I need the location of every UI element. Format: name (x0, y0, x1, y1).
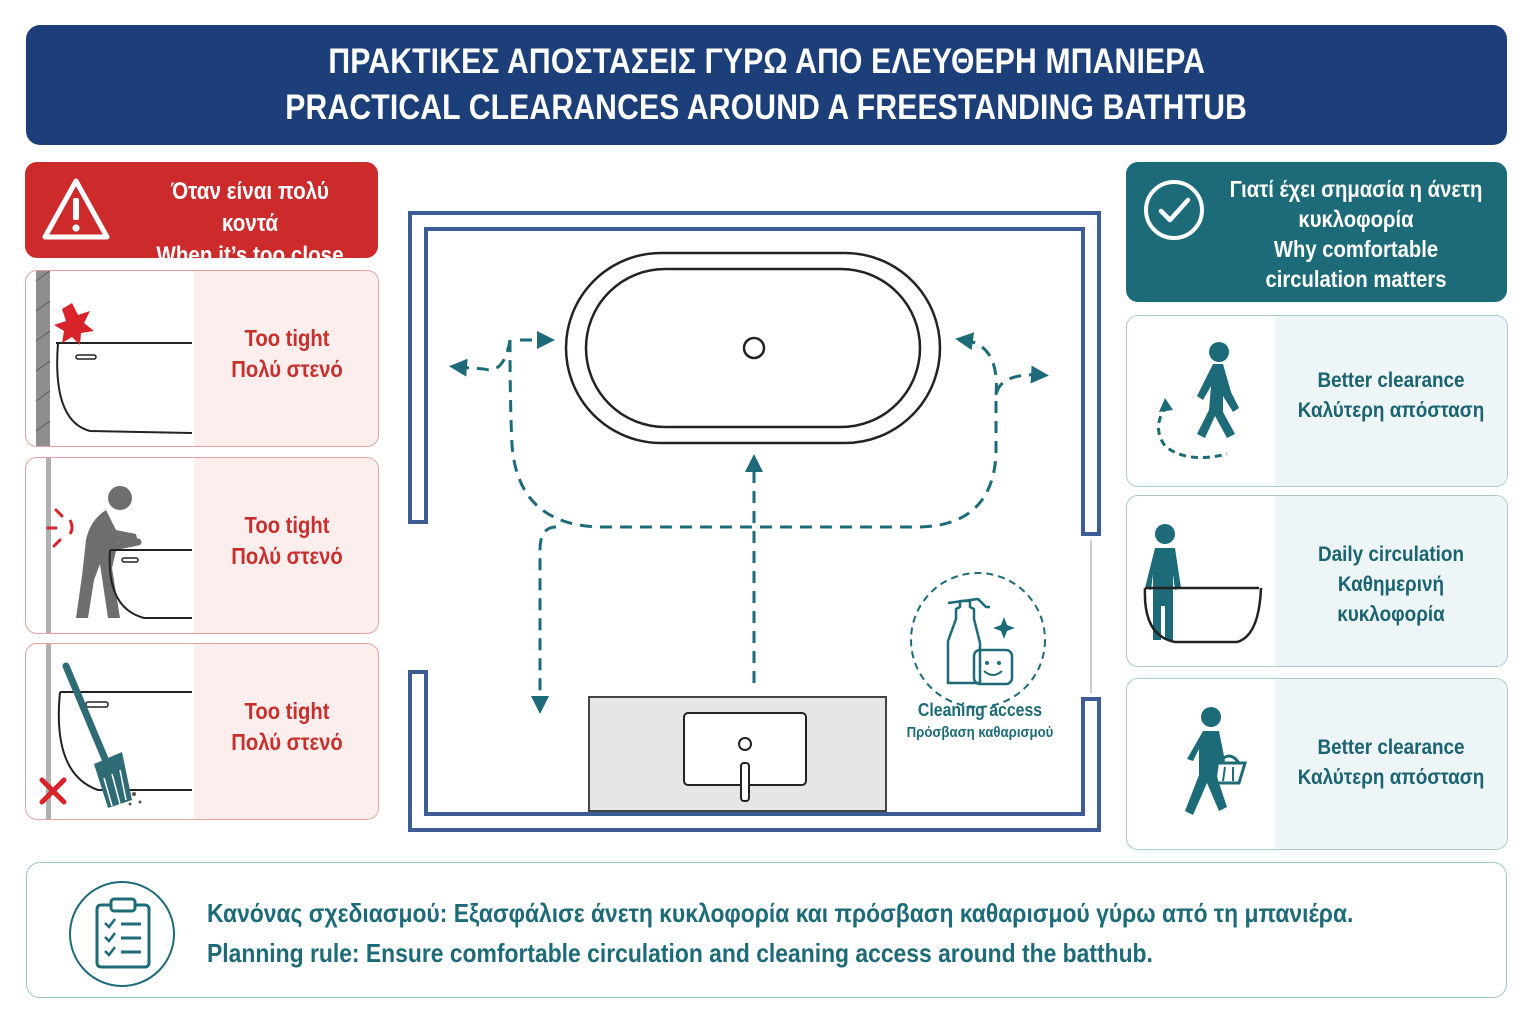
daily-circulation-card (1126, 495, 1508, 667)
too-tight-label-2 (205, 510, 369, 572)
better-clearance-label-1 (1287, 366, 1496, 426)
why-title-english-1: Why comfortable (1273, 236, 1439, 262)
too-tight-english: Too tight (244, 698, 330, 724)
warning-icon (41, 176, 111, 242)
too-close-title (143, 176, 358, 272)
card-line-1: Better clearance (1317, 736, 1465, 759)
card-line-2: Καθημερινή (1337, 573, 1445, 596)
title-english: PRACTICAL CLEARANCES AROUND A FREESTANDING BATHTUB (285, 88, 1248, 127)
person-beside-tub-icon (1127, 496, 1275, 667)
title-greek: ΠΡΑΚΤΙΚΕΣ ΑΠΟΣΤΑΣΕΙΣ ΓΥΡΩ ΑΠΟ ΕΛΕΥΘΕΡΗ ΜΠΑΝΙΕΡΑ (328, 42, 1205, 81)
why-title-greek-1: Γιατί έχει σημασία η άνετη (1229, 176, 1483, 202)
circulation-paths (458, 340, 1040, 705)
cleaning-access-label-greek: Πρόσβαση καθαρισμού (906, 724, 1054, 741)
why-it-matters-header (1126, 162, 1507, 302)
better-clearance-label-2 (1287, 733, 1496, 793)
person-carrying-basket-icon (1127, 679, 1275, 849)
bathtub (566, 253, 940, 443)
too-tight-card-2 (25, 457, 379, 634)
why-title-english-2: circulation matters (1265, 266, 1447, 292)
why-title-greek-2: κυκλοφορία (1298, 206, 1414, 232)
too-tight-card-3 (25, 643, 379, 820)
cleaning-access-label-english: Cleaning access (917, 700, 1043, 720)
person-squeezing-illustration (26, 458, 194, 633)
too-close-title-greek: Όταν είναι πολύ κοντά (171, 178, 329, 237)
too-tight-greek: Πολύ στενό (231, 356, 343, 382)
card-line-2: Καλύτερη απόσταση (1297, 766, 1485, 789)
card-line-1: Better clearance (1317, 369, 1465, 392)
floor-plan (400, 205, 1110, 840)
too-tight-label-3 (205, 696, 369, 758)
planning-rule-text (207, 893, 1354, 973)
card-line-3: κυκλοφορία (1337, 603, 1445, 626)
walking-person-icon (1127, 316, 1275, 486)
broom-cleaning-illustration (26, 644, 194, 819)
title-banner (26, 25, 1507, 145)
too-tight-label-1 (205, 323, 369, 385)
too-close-title-english: When it’s too close (156, 242, 344, 269)
cleaning-access-icon (911, 573, 1045, 707)
vanity-sink (589, 697, 886, 811)
planning-rule-english: Planning rule: Ensure comfortable circulation and cleaning access around the batthub. (207, 938, 1153, 968)
card-line-1: Daily circulation (1318, 543, 1464, 566)
too-tight-card-1 (25, 270, 379, 447)
wall-collision-illustration (26, 271, 194, 446)
too-close-header (25, 162, 378, 269)
too-tight-english: Too tight (244, 512, 330, 538)
card-line-2: Καλύτερη απόσταση (1297, 399, 1485, 422)
clipboard-checklist-icon (67, 879, 177, 989)
planning-rule-box (26, 862, 1507, 998)
check-circle-icon (1142, 178, 1206, 242)
planning-rule-greek: Κανόνας σχεδιασμού: Εξασφάλισε άνετη κυκλοφορία και πρόσβαση καθαρισμού γύρω από τη μπανιέρα. (207, 898, 1354, 928)
why-it-matters-title (1226, 174, 1486, 294)
daily-circulation-label (1287, 540, 1496, 630)
better-clearance-card-2 (1126, 678, 1508, 850)
too-tight-greek: Πολύ στενό (231, 729, 343, 755)
too-tight-greek: Πολύ στενό (231, 543, 343, 569)
better-clearance-card-1 (1126, 315, 1508, 487)
too-tight-english: Too tight (244, 325, 330, 351)
